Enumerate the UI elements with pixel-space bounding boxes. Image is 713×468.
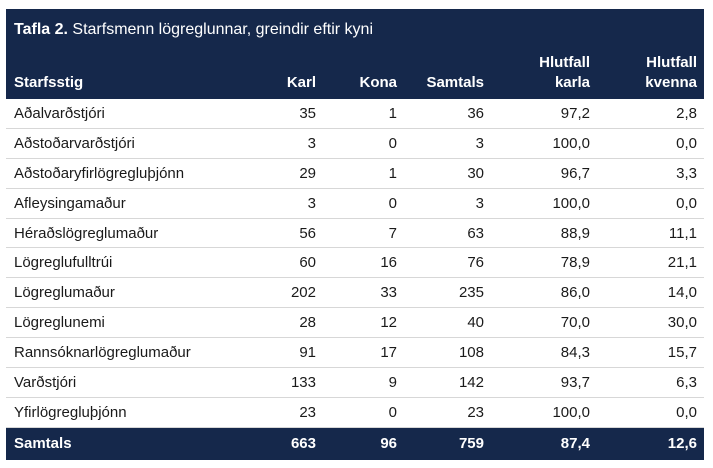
cell-rank: Lögreglunemi — [14, 314, 105, 332]
cell-rank: Varðstjóri — [14, 374, 77, 392]
table-caption — [14, 21, 373, 39]
table-row — [6, 398, 704, 428]
cell-female: 0 — [388, 194, 397, 212]
cell-rank: Yfirlögregluþjónn — [14, 403, 127, 421]
table-row — [6, 338, 704, 368]
header-female-share-line1: Hlutfall — [646, 54, 697, 71]
table-row — [6, 159, 704, 189]
cell-female: 7 — [388, 224, 397, 242]
cell-rank: Aðalvarðstjóri — [14, 105, 105, 122]
table-row — [6, 368, 704, 398]
cell-male: 60 — [299, 254, 316, 272]
cell-female: 1 — [388, 105, 397, 122]
cell-female-share: 11,1 — [668, 224, 697, 242]
header-total: Samtals — [426, 74, 484, 91]
total-female: 96 — [380, 434, 397, 452]
cell-female: 17 — [380, 344, 397, 362]
cell-rank: Rannsóknarlögreglumaður — [14, 344, 191, 362]
cell-female-share: 0,0 — [676, 403, 697, 421]
cell-male: 91 — [299, 344, 316, 362]
cell-female-share: 15,7 — [667, 344, 697, 362]
caption-label: Tafla 2. — [14, 21, 68, 38]
cell-male-share: 97,2 — [560, 105, 590, 122]
cell-female-share: 0,0 — [676, 134, 697, 152]
cell-total: 108 — [458, 344, 484, 362]
cell-total: 23 — [467, 403, 484, 421]
table-row — [6, 129, 704, 159]
header-female-share-line2: kvenna — [645, 74, 697, 91]
cell-male-share: 78,9 — [560, 254, 590, 272]
cell-female: 16 — [380, 254, 397, 272]
cell-total: 36 — [467, 105, 484, 122]
caption-text: Starfsmenn lögreglunnar, greindir eftir kyni — [72, 21, 373, 38]
cell-male: 133 — [290, 374, 316, 392]
header-female-share — [645, 53, 697, 93]
table-header — [6, 9, 704, 99]
cell-male-share: 93,7 — [560, 374, 590, 392]
totals-row — [6, 428, 704, 460]
header-male-share — [539, 53, 590, 93]
staff-gender-table — [6, 9, 704, 460]
cell-female: 9 — [388, 374, 397, 392]
cell-total: 142 — [458, 374, 484, 392]
table-row — [6, 219, 704, 249]
cell-rank: Lögreglufulltrúi — [14, 254, 113, 272]
cell-rank: Aðstoðarvarðstjóri — [14, 134, 135, 152]
total-all: 759 — [458, 434, 484, 452]
cell-female-share: 3,3 — [676, 164, 697, 182]
cell-male: 3 — [307, 134, 316, 152]
cell-total: 76 — [467, 254, 484, 272]
cell-rank: Afleysingamaður — [14, 194, 126, 212]
cell-total: 30 — [467, 164, 484, 182]
cell-male-share: 96,7 — [560, 164, 590, 182]
cell-male-share: 100,0 — [552, 134, 590, 152]
cell-total: 40 — [467, 314, 484, 332]
cell-male-share: 88,9 — [560, 224, 590, 242]
cell-male: 202 — [290, 284, 316, 302]
header-female: Kona — [359, 74, 397, 91]
cell-rank: Lögreglumaður — [14, 284, 115, 302]
cell-female: 0 — [388, 134, 397, 152]
cell-female-share: 30,0 — [667, 314, 697, 332]
cell-male: 28 — [299, 314, 316, 332]
cell-total: 3 — [475, 194, 484, 212]
cell-male: 35 — [299, 105, 316, 122]
header-male-share-line1: Hlutfall — [539, 54, 590, 71]
cell-female-share: 14,0 — [667, 284, 697, 302]
cell-male: 3 — [307, 194, 316, 212]
cell-female: 12 — [380, 314, 397, 332]
cell-total: 63 — [467, 224, 484, 242]
table-row — [6, 189, 704, 219]
total-female-share: 12,6 — [667, 434, 697, 452]
table-body — [6, 99, 704, 428]
header-male-share-line2: karla — [554, 74, 590, 91]
cell-female-share: 0,0 — [676, 194, 697, 212]
cell-male: 56 — [299, 224, 316, 242]
cell-total: 3 — [475, 134, 484, 152]
header-rank: Starfsstig — [14, 74, 84, 91]
header-male: Karl — [286, 74, 316, 91]
table-row — [6, 278, 704, 308]
cell-male-share: 70,0 — [560, 314, 590, 332]
table-row — [6, 99, 704, 129]
cell-female-share: 21,1 — [667, 254, 697, 272]
cell-rank: Aðstoðaryfirlögregluþjónn — [14, 164, 185, 182]
cell-male: 29 — [299, 164, 316, 182]
cell-male-share: 84,3 — [560, 344, 590, 362]
total-male-share: 87,4 — [560, 434, 590, 452]
cell-male-share: 100,0 — [552, 403, 590, 421]
total-male: 663 — [290, 434, 316, 452]
cell-female: 0 — [388, 403, 397, 421]
cell-rank: Héraðslögreglumaður — [14, 224, 159, 242]
table-row — [6, 308, 704, 338]
cell-male-share: 86,0 — [560, 284, 590, 302]
total-label: Samtals — [14, 434, 72, 452]
cell-male-share: 100,0 — [552, 194, 590, 212]
cell-female: 33 — [380, 284, 397, 302]
cell-male: 23 — [299, 403, 316, 421]
table-row — [6, 248, 704, 278]
cell-female: 1 — [388, 164, 397, 182]
cell-total: 235 — [458, 284, 484, 302]
cell-female-share: 2,8 — [676, 105, 697, 122]
cell-female-share: 6,3 — [676, 374, 697, 392]
